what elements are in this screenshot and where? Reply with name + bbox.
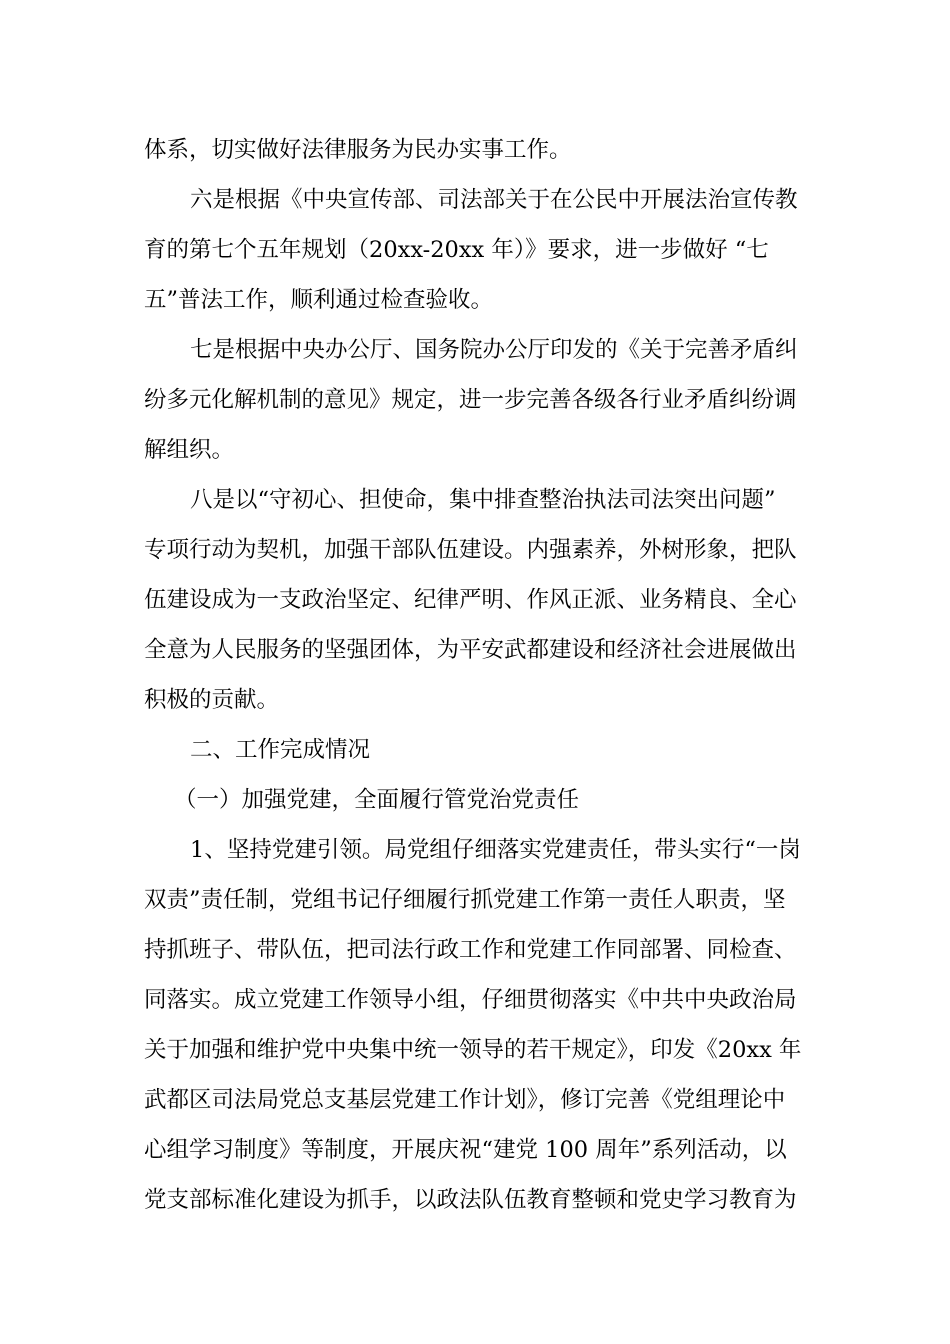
item-one-start: 1、坚持党建引领。局党组仔细落实党建责任，带头实行“一岗	[190, 837, 801, 863]
text-line: 党支部标准化建设为抓手，以政法队伍教育整顿和党史学习教育为	[144, 1187, 797, 1213]
text-line: 双责”责任制，党组书记仔细履行抓党建工作第一责任人职责，坚	[144, 887, 786, 913]
text-line: 纷多元化解机制的意见》规定，进一步完善各级各行业矛盾纠纷调	[144, 387, 797, 413]
paragraph-six-start: 六是根据《中央宣传部、司法部关于在公民中开展法治宣传教	[190, 187, 798, 213]
section-heading: 二、工作完成情况	[190, 737, 371, 763]
text-line: 积极的贡献。	[144, 687, 280, 713]
text-line: 专项行动为契机，加强干部队伍建设。内强素养，外树形象，把队	[144, 537, 797, 563]
text-line: 武都区司法局党总支基层党建工作计划》，修订完善《党组理论中	[144, 1087, 786, 1113]
paragraph-seven-start: 七是根据中央办公厅、国务院办公厅印发的《关于完善矛盾纠	[190, 337, 798, 363]
text-line: 全意为人民服务的坚强团体，为平安武都建设和经济社会进展做出	[144, 637, 797, 663]
paragraph-eight-start: 八是以“守初心、担使命，集中排查整治执法司法突出问题”	[190, 487, 776, 513]
text-line: 关于加强和维护党中央集中统一领导的若干规定》，印发《20xx 年	[144, 1037, 802, 1063]
text-line: 伍建设成为一支政治坚定、纪律严明、作风正派、业务精良、全心	[144, 587, 797, 613]
subsection-heading: （一）加强党建，全面履行管党治党责任	[174, 787, 580, 813]
text-line: 同落实。成立党建工作领导小组，仔细贯彻落实《中共中央政治局	[144, 987, 797, 1013]
text-line: 育的第七个五年规划（20xx-20xx 年）》要求，进一步做好 “七	[144, 237, 769, 263]
text-line: 体系，切实做好法律服务为民办实事工作。	[144, 137, 572, 163]
text-line: 解组织。	[144, 437, 235, 463]
text-line: 心组学习制度》等制度，开展庆祝“建党 100 周年”系列活动，以	[144, 1137, 787, 1163]
text-line: 持抓班子、带队伍，把司法行政工作和党建工作同部署、同检查、	[144, 937, 797, 963]
text-line: 五”普法工作，顺利通过检查验收。	[144, 287, 494, 313]
